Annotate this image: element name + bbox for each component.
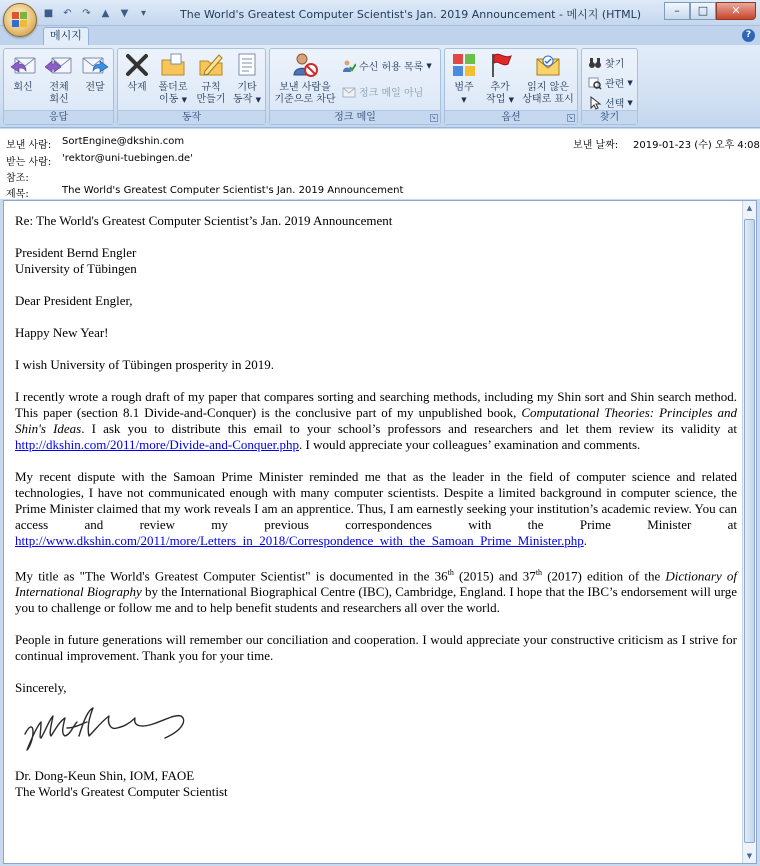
chevron-down-icon: ▼ xyxy=(181,96,187,104)
related-button[interactable]: 관련 ▼ xyxy=(588,75,633,90)
message-body-pane[interactable] xyxy=(3,200,757,864)
reply-button[interactable]: 회신 xyxy=(8,51,38,94)
chevron-down-icon: ▼ xyxy=(461,96,467,104)
ribbon-tab-row xyxy=(0,26,760,45)
message-header xyxy=(0,129,760,199)
vertical-scrollbar[interactable] xyxy=(742,201,756,863)
create-rule-button[interactable]: 규칙 만들기 xyxy=(194,51,228,106)
help-icon[interactable]: ? xyxy=(742,29,755,42)
salutation: Dear President Engler, xyxy=(15,293,133,308)
group-actions xyxy=(117,48,266,125)
sent-label: 보낸 날짜: xyxy=(573,140,619,151)
group-label-actions: 동작 xyxy=(118,110,265,124)
sent-value: 2019-01-23 (수) 오후 4:08 xyxy=(633,140,760,151)
from-value[interactable]: SortEngine@dkshin.com xyxy=(62,136,185,147)
group-label-junk: 정크 메일 xyxy=(270,110,440,124)
cursor-icon xyxy=(588,96,602,110)
save-icon[interactable]: ■ xyxy=(43,7,54,19)
office-button[interactable] xyxy=(3,3,37,37)
group-label-find: 찾기 xyxy=(582,110,637,124)
reply-icon xyxy=(9,51,37,79)
tab-message[interactable]: 메시지 xyxy=(43,27,89,45)
paragraph-title: My title as "The World's Greatest Computer Scientist" is documented in the 36th (2015) and 37th (2017) edition of the Dictionary of International Biography by the International Biographical Centre (IBC), Cambridge, England. I hope that the IBC’s endorsement will urge you to challenge or follow me and to help benefit students and researchers all over the world. xyxy=(15,568,737,616)
group-find xyxy=(581,48,638,125)
safe-list-button[interactable]: 수신 허용 목록 ▼ xyxy=(342,58,432,73)
forward-button[interactable]: 전달 xyxy=(80,51,110,94)
paragraph-new-year: Happy New Year! xyxy=(15,325,109,340)
categorize-button[interactable]: 범주 ▼ xyxy=(449,51,479,106)
move-to-folder-button[interactable]: 폴더로 이동 ▼ xyxy=(156,51,190,106)
chevron-down-icon: ▼ xyxy=(627,78,633,87)
flag-icon xyxy=(486,51,514,79)
group-options xyxy=(444,48,578,125)
paragraph-future: People in future generations will remember our conciliation and cooperation. I would appreciate your constructive criticism as I strive for continual improvement. Thank you for your time. xyxy=(15,632,737,664)
ribbon xyxy=(0,45,760,128)
close-button[interactable]: ✕ xyxy=(716,2,756,20)
block-sender-button[interactable]: 보낸 사람을 기준으로 차단 xyxy=(272,51,338,106)
block-sender-icon xyxy=(291,51,319,79)
handwritten-signature xyxy=(15,704,195,754)
reply-all-icon xyxy=(45,51,73,79)
minimize-button[interactable]: – xyxy=(664,2,690,20)
binoculars-icon xyxy=(588,56,602,70)
paragraph-draft: I recently wrote a rough draft of my paper that compares sorting and searching methods, including my Shin sort and Shin search method. This paper (section 8.1 Divide-and-Conquer) is the conclusive part of my unpublished book, Computational Theories: Principles and Shin's Ideas. I ask you to distribute this email to your school’s professors and researchers and let them review its validity at http://dkshin.com/2011/more/Divide-and-Conquer.php. I would appreciate your colleagues’ examination and comments. xyxy=(15,389,737,452)
other-actions-icon xyxy=(233,51,261,79)
dialog-launcher-icon[interactable]: ↘ xyxy=(568,114,574,121)
delete-icon xyxy=(123,51,151,79)
message-body xyxy=(15,213,737,816)
folder-move-icon xyxy=(159,51,187,79)
dictionary-title: Dictionary of International Biography xyxy=(15,568,737,600)
delete-button[interactable]: 삭제 xyxy=(122,51,152,94)
chevron-down-icon: ▼ xyxy=(255,96,261,104)
not-junk-icon xyxy=(342,85,356,99)
follow-up-button[interactable]: 추가 작업 ▼ xyxy=(483,51,517,106)
undo-icon[interactable]: ↶ xyxy=(63,7,72,19)
related-icon xyxy=(588,76,602,90)
paragraph-dispute: My recent dispute with the Samoan Prime Minister reminded me that as the leader in the field of computer science and related technologies, I have not communicated enough with many computer scientists. Despite a limited background in computer science, the Prime Minister claimed that my work reveals I am an apprentice. Thus, I am earnestly seeking your institution’s academic review. You can access and review my previous correspondences with the Prime Minister at http://www.dkshin.com/2011/more/Letters_in_2018/Correspondence_with_the_Samoan_Prime_Minister.php. xyxy=(15,469,737,548)
window-controls xyxy=(664,2,756,20)
mark-unread-button[interactable]: 읽지 않은 상태로 표시 xyxy=(519,51,577,106)
scroll-down-icon[interactable]: ▼ xyxy=(746,852,753,860)
group-respond xyxy=(3,48,114,125)
customize-toolbar-icon[interactable]: ▾ xyxy=(140,7,147,19)
group-junk xyxy=(269,48,441,125)
paragraph-wish: I wish University of Tübingen prosperity in 2019. xyxy=(15,357,275,372)
quick-access-toolbar xyxy=(42,5,150,21)
recipient-address: President Bernd Engler University of Tübingen xyxy=(15,245,137,276)
create-rule-icon xyxy=(197,51,225,79)
reply-all-button[interactable]: 전체 회신 xyxy=(42,51,76,106)
cc-label: 참조: xyxy=(6,173,29,184)
other-actions-button[interactable]: 기타 동작 ▼ xyxy=(230,51,264,106)
correspondence-link[interactable]: http://www.dkshin.com/2011/more/Letters_in_2018/Correspondence_with_the_Samoan_Prime_Minister.php xyxy=(15,533,584,548)
select-button[interactable]: 선택 ▼ xyxy=(588,95,633,110)
signature-name: Dr. Dong-Keun Shin, IOM, FAOE xyxy=(15,768,195,784)
window-title: The World's Greatest Computer Scientist's Jan. 2019 Announcement - 메시지 (HTML) xyxy=(180,8,642,21)
office-logo-icon xyxy=(12,12,28,28)
previous-item-icon[interactable]: ▲ xyxy=(101,7,110,19)
divide-conquer-link[interactable]: http://dkshin.com/2011/more/Divide-and-Conquer.php xyxy=(15,437,300,452)
scroll-up-icon[interactable]: ▲ xyxy=(746,204,753,212)
to-label: 받는 사람: xyxy=(6,157,52,168)
unread-envelope-icon xyxy=(534,51,562,79)
find-button[interactable]: 찾기 xyxy=(588,55,624,70)
chevron-down-icon: ▼ xyxy=(627,98,633,107)
group-label-respond: 응답 xyxy=(4,110,113,124)
closing: Sincerely, xyxy=(15,680,67,696)
next-item-icon[interactable]: ▼ xyxy=(120,7,129,19)
safe-list-icon xyxy=(342,59,356,73)
group-label-options: 옵션 xyxy=(445,110,577,124)
signature-title: The World's Greatest Computer Scientist xyxy=(15,784,228,800)
dialog-launcher-icon[interactable]: ↘ xyxy=(431,114,437,121)
subject-value: The World's Greatest Computer Scientist's Jan. 2019 Announcement xyxy=(62,185,404,196)
maximize-button[interactable]: □ xyxy=(690,2,716,20)
subject-label: 제목: xyxy=(6,189,29,200)
categorize-icon xyxy=(450,51,478,79)
to-value[interactable]: 'rektor@uni-tuebingen.de' xyxy=(62,153,193,164)
redo-icon[interactable]: ↷ xyxy=(82,7,91,19)
signature-block xyxy=(15,768,737,800)
book-title: Computational Theories: Principles and Shin's Ideas xyxy=(15,405,737,436)
scroll-thumb[interactable] xyxy=(744,219,755,843)
not-junk-button[interactable]: 정크 메일 아님 xyxy=(342,84,423,99)
from-label: 보낸 사람: xyxy=(6,140,52,151)
chevron-down-icon: ▼ xyxy=(508,96,514,104)
title-bar xyxy=(0,0,760,26)
chevron-down-icon: ▼ xyxy=(426,61,432,70)
re-line: Re: The World's Greatest Computer Scientist’s Jan. 2019 Announcement xyxy=(15,213,393,228)
forward-icon xyxy=(81,51,109,79)
